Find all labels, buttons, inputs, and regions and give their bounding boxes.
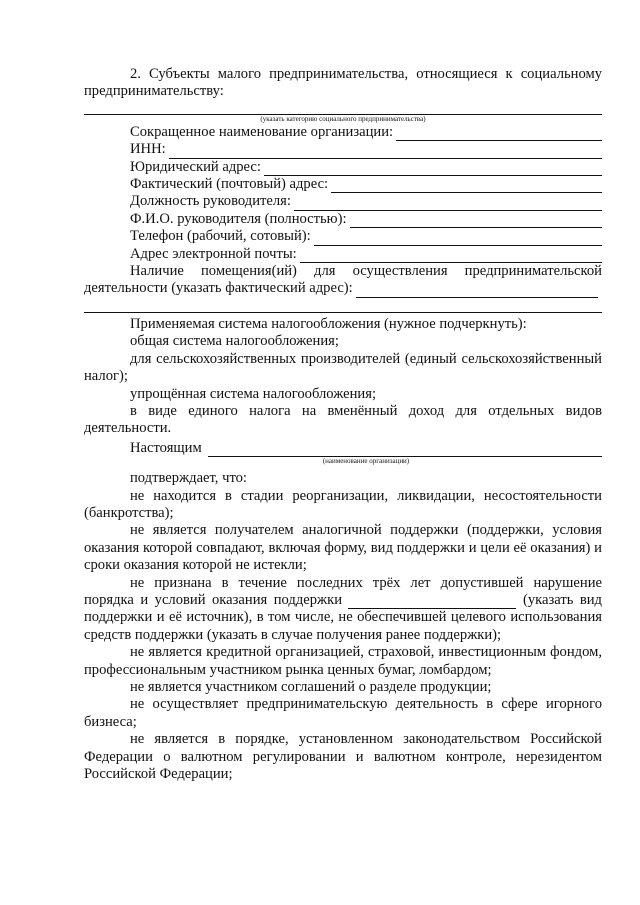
inn-field[interactable] <box>169 145 602 159</box>
premises-address-field[interactable] <box>356 284 598 298</box>
statement-violation <box>84 575 602 645</box>
organization-caption: (наименование организации) <box>322 457 410 466</box>
section-title: 2. Субъекты малого предпринимательства, относящиеся к социальному предпринимательству: <box>84 66 602 100</box>
tax-option-simplified[interactable]: упрощённая система налогообложения; <box>130 385 376 402</box>
short-name-row <box>84 124 602 141</box>
email-field[interactable] <box>300 249 602 263</box>
statement-violation-part1: не признана в течение последних трёх лет допустившей нарушение порядка и условий оказания поддержки <box>84 574 602 608</box>
phone-field[interactable] <box>314 232 602 246</box>
statement-psa: не является участником соглашений о разделе продукции; <box>130 679 492 695</box>
hereby-label: Настоящим <box>130 439 202 456</box>
statement-similar-support: не является получателем аналогичной поддержки (поддержки, условия оказания которой совпадают, включая форму, вид поддержки и цели её оказания) и сроки оказания которой не истекли; <box>84 522 602 574</box>
actual-address-label: Фактический (почтовый) адрес: <box>130 176 329 193</box>
legal-address-field[interactable] <box>264 162 602 176</box>
statement-credit-org: не является кредитной организацией, страховой, инвестиционным фондом, профессиональным участником рынка ценных бумаг, ломбардом; <box>84 644 602 678</box>
short-name-field[interactable] <box>396 127 602 141</box>
support-type-field[interactable] <box>348 596 516 609</box>
statement-violation-part2: (указать вид поддержки и её источник), в том числе, не обеспечившей целевого использования средств поддержки (указать в случае получения ранее поддержки); <box>84 591 602 643</box>
hereby-row <box>84 440 602 457</box>
phone-label: Телефон (рабочий, сотовый): <box>130 228 311 245</box>
head-name-label: Ф.И.О. руководителя (полностью): <box>130 210 347 227</box>
tax-option-imputed[interactable]: в виде единого налога на вменённый доход для отдельных видов деятельности. <box>84 402 602 437</box>
tax-option-general[interactable]: общая система налогообложения; <box>130 333 339 350</box>
head-position-field[interactable] <box>294 197 602 211</box>
statement-gambling: не осуществляет предпринимательскую деятельность в сфере игорного бизнеса; <box>84 696 602 730</box>
head-position-row <box>84 193 602 210</box>
category-caption: (указать категорию социального предпринимательства) <box>260 114 426 123</box>
head-name-field[interactable] <box>350 214 602 228</box>
phone-row <box>84 228 602 245</box>
legal-address-row <box>84 159 602 176</box>
tax-intro: Применяемая система налогообложения (нужное подчеркнуть): <box>130 315 527 332</box>
legal-address-label: Юридический адрес: <box>130 158 261 175</box>
head-position-label: Должность руководителя: <box>130 193 291 210</box>
premises-line1: Наличие помещения(ий) для осуществления предпринимательской <box>130 263 602 280</box>
statement-reorganization: не находится в стадии реорганизации, ликвидации, несостоятельности (банкротства); <box>84 487 602 521</box>
document-page <box>84 66 602 783</box>
actual-address-field[interactable] <box>331 179 602 193</box>
inn-label: ИНН: <box>130 141 166 158</box>
actual-address-row <box>84 176 602 193</box>
organization-name-field[interactable] <box>208 443 602 457</box>
premises-extra-line[interactable] <box>84 298 602 313</box>
premises-label: деятельности (указать фактический адрес): <box>84 280 353 297</box>
confirms-text: подтверждает, что: <box>130 470 247 487</box>
inn-row <box>84 141 602 158</box>
email-label: Адрес электронной почты: <box>130 245 297 262</box>
short-name-label: Сокращенное наименование организации: <box>130 123 394 140</box>
head-name-row <box>84 211 602 228</box>
statement-nonresident: не является в порядке, установленном законодательством Российской Федерации о валютном регулировании и валютном контроле, нерезидентом Российской Федерации; <box>84 731 602 783</box>
premises-row <box>84 280 602 297</box>
category-blank-line[interactable] <box>84 100 602 115</box>
tax-option-agricultural[interactable]: для сельскохозяйственных производителей (единый сельскохозяйственный налог); <box>84 350 602 385</box>
email-row <box>84 246 602 263</box>
